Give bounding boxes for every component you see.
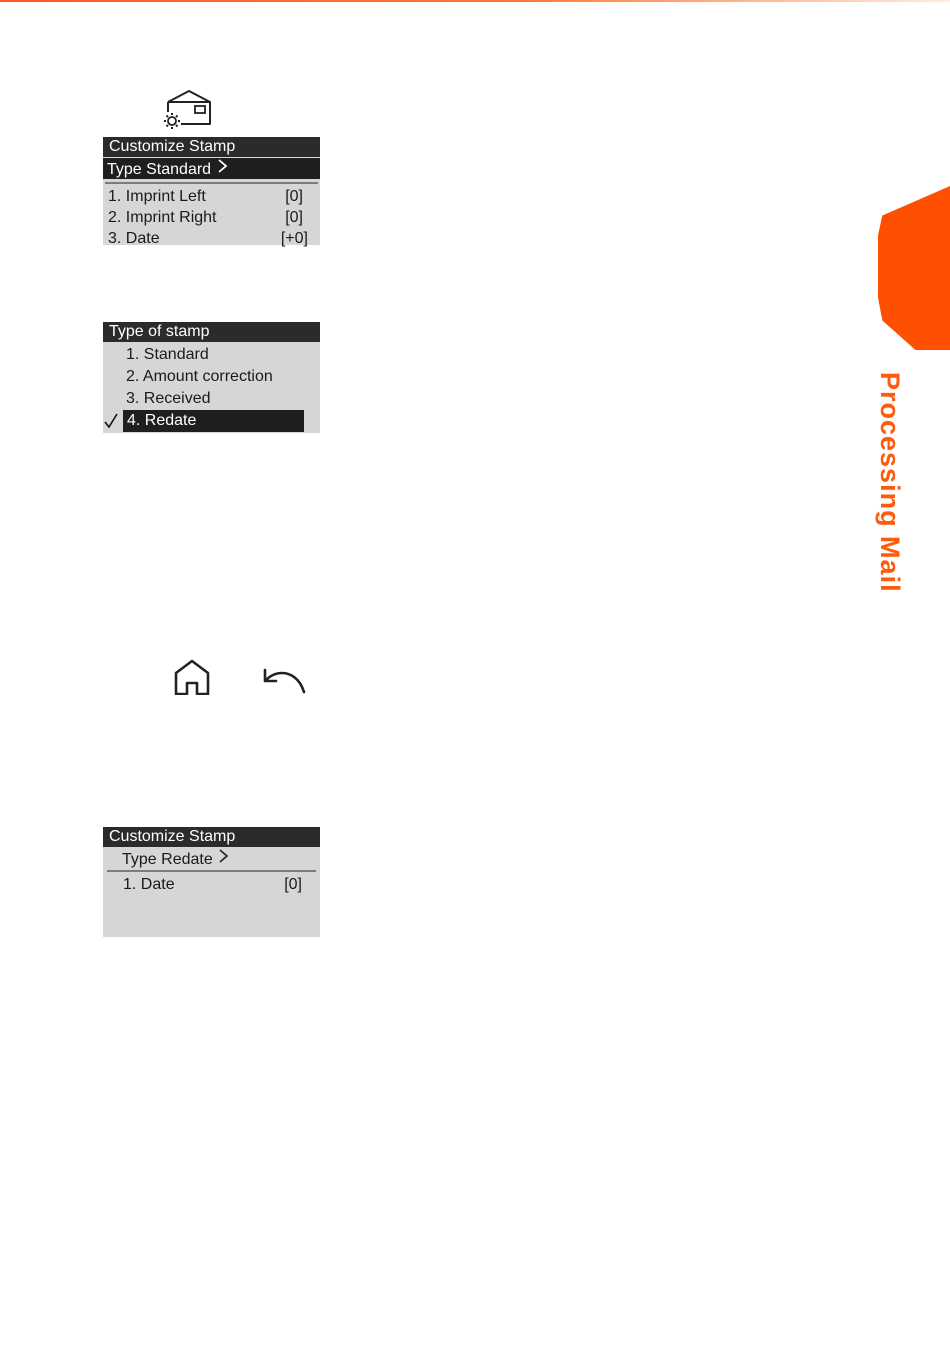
list-item-amount-correction[interactable]	[103, 366, 320, 388]
list-item-standard[interactable]	[103, 344, 320, 366]
list-item-received[interactable]	[103, 388, 320, 410]
section-tab	[878, 186, 950, 350]
item-label: 1. Date	[123, 876, 175, 893]
list-item-redate[interactable]	[123, 410, 304, 432]
back-arrow-icon[interactable]	[262, 666, 308, 694]
divider	[105, 179, 318, 184]
item-label: 3. Date	[108, 230, 160, 247]
item-value: [+0]	[280, 230, 308, 247]
customize-stamp-screen	[103, 137, 320, 245]
item-value: [0]	[285, 209, 303, 226]
screen-title: Customize Stamp	[103, 137, 320, 157]
checkmark-icon	[103, 413, 119, 429]
divider	[107, 870, 316, 872]
item-label: 2. Amount correction	[126, 368, 273, 385]
type-row[interactable]	[103, 848, 320, 870]
list-item-imprint-right[interactable]	[103, 208, 320, 229]
item-label: 1. Standard	[126, 346, 209, 363]
type-label: Type Redate	[122, 851, 213, 868]
chevron-right-icon	[216, 161, 228, 178]
type-row[interactable]	[103, 158, 320, 179]
home-icon[interactable]	[173, 659, 211, 695]
item-label: 1. Imprint Left	[108, 188, 206, 205]
list-item-date[interactable]	[103, 874, 320, 896]
chevron-right-icon	[217, 851, 229, 868]
screen-title: Type of stamp	[103, 322, 320, 342]
list-item-date[interactable]	[103, 229, 320, 250]
type-label: Type Standard	[107, 161, 212, 178]
item-label: 4. Redate	[127, 412, 197, 429]
item-label: 2. Imprint Right	[108, 209, 217, 226]
customize-stamp-redate-screen	[103, 827, 320, 937]
type-of-stamp-screen	[103, 322, 320, 433]
top-accent-line	[0, 0, 950, 2]
item-value: [0]	[285, 188, 303, 205]
section-label: Processing Mail	[875, 372, 905, 593]
item-label: 3. Received	[126, 390, 211, 407]
list-item-imprint-left[interactable]	[103, 187, 320, 208]
envelope-gear-icon[interactable]	[160, 88, 214, 130]
screen-title: Customize Stamp	[103, 827, 320, 847]
item-value: [0]	[284, 876, 302, 893]
